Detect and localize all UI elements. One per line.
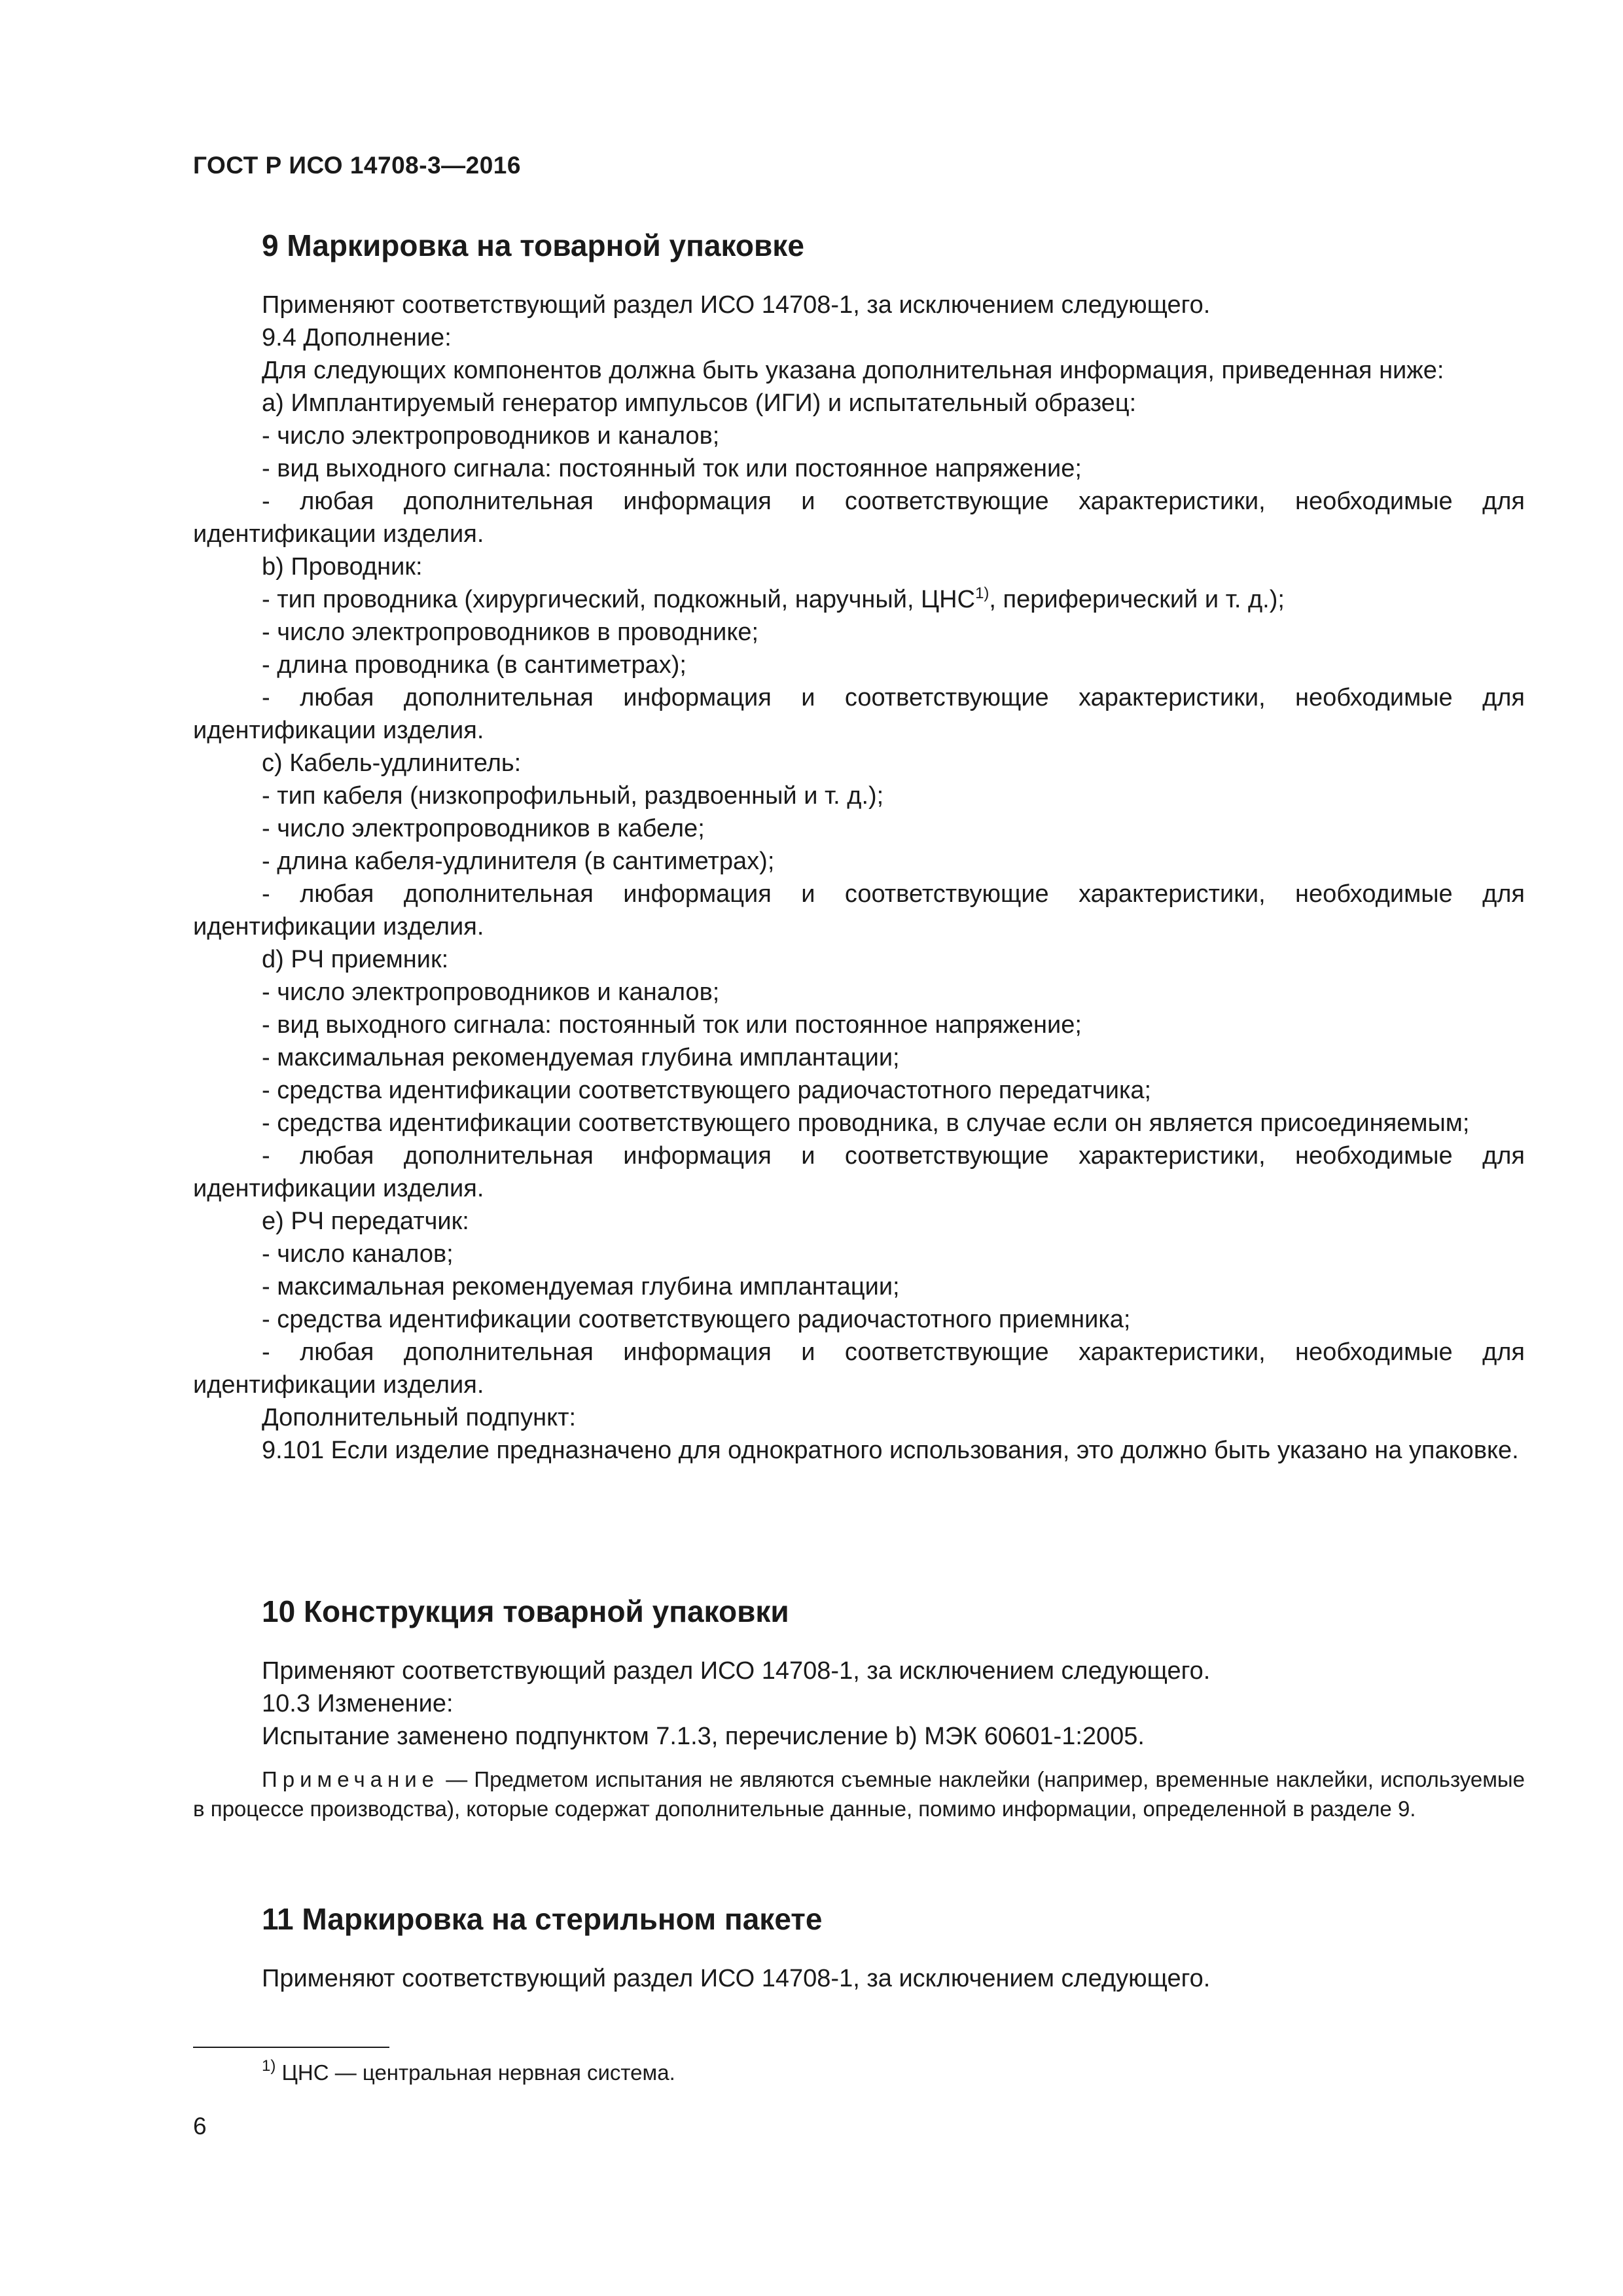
item-c-line-1: - тип кабеля (низкопрофильный, раздвоенный и т. д.); (262, 782, 884, 810)
page-number: 6 (193, 2113, 207, 2140)
section-10-change-label: 10.3 Изменение: (262, 1690, 454, 1717)
section-10-note (193, 1765, 1525, 1823)
section-9-intro: Применяют соответствующий раздел ИСО 14708-1, за исключением следующего. (262, 291, 1211, 319)
item-b-line-1: - число электропроводников в проводнике; (262, 619, 759, 646)
footnote-divider (193, 2047, 389, 2048)
note-text: — Предметом испытания не являются съемные наклейки (например, временные наклейки, используемые в процессе производства), которые содержат дополнительные данные, помимо информации, определенной в разделе 9. (193, 1767, 1525, 1821)
item-c-line-4: - любая дополнительная информация и соответствующие характеристики, необходимые для идентификации изделия. (193, 880, 1525, 941)
footnote-text: ЦНС — центральная нервная система. (276, 2060, 675, 2085)
extra-subclause-label: Дополнительный подпункт: (262, 1404, 577, 1431)
section-11 (193, 1899, 1525, 1995)
item-e-line-4: - любая дополнительная информация и соответствующие характеристики, необходимые для идентификации изделия. (193, 1338, 1525, 1399)
item-d-line-5: - средства идентификации соответствующего проводника, в случае если он является присоединяемым; (262, 1109, 1470, 1137)
item-d-line-6: - любая дополнительная информация и соответствующие характеристики, необходимые для идентификации изделия. (193, 1142, 1525, 1202)
section-10-intro: Применяют соответствующий раздел ИСО 14708-1, за исключением следующего. (262, 1657, 1211, 1685)
document-code-header: ГОСТ Р ИСО 14708-3—2016 (193, 152, 521, 179)
item-d-line-1: - число электропроводников и каналов; (262, 978, 720, 1006)
item-d-title: d) РЧ приемник: (262, 946, 449, 973)
item-b-title: b) Проводник: (262, 553, 423, 581)
item-c-line-2: - число электропроводников в кабеле; (262, 815, 705, 842)
item-e-title: e) РЧ передатчик: (262, 1208, 469, 1235)
item-a-line-1: - число электропроводников и каналов; (262, 422, 720, 450)
item-a-line-2: - вид выходного сигнала: постоянный ток или постоянное напряжение; (262, 455, 1082, 482)
footnote (262, 2058, 675, 2087)
section-9-addition-text: Для следующих компонентов должна быть указана дополнительная информация, приведенная ниже: (262, 357, 1444, 384)
item-d-line-4: - средства идентификации соответствующего радиочастотного передатчика; (262, 1077, 1152, 1104)
item-e-line-2: - максимальная рекомендуемая глубина имплантации; (262, 1273, 900, 1300)
note-label: Примечание (262, 1767, 440, 1791)
section-9 (193, 226, 1525, 1467)
section-11-intro: Применяют соответствующий раздел ИСО 14708-1, за исключением следующего. (262, 1965, 1211, 1992)
footnote-mark: 1) (262, 2057, 276, 2075)
item-b-line-3: - любая дополнительная информация и соответствующие характеристики, необходимые для идентификации изделия. (193, 684, 1525, 744)
section-11-title: 11 Маркировка на стерильном пакете (262, 1902, 823, 1936)
item-c-title: c) Кабель-удлинитель: (262, 749, 522, 777)
item-a-title: a) Имплантируемый генератор импульсов (ИГИ) и испытательный образец: (262, 389, 1137, 417)
item-b-type-text: - тип проводника (хирургический, подкожный, наручный, ЦНС (262, 586, 976, 613)
item-e-line-1: - число каналов; (262, 1240, 454, 1268)
item-e-line-3: - средства идентификации соответствующего радиочастотного приемника; (262, 1306, 1131, 1333)
footnote-ref: 1) (975, 584, 990, 602)
item-d-line-2: - вид выходного сигнала: постоянный ток или постоянное напряжение; (262, 1011, 1082, 1039)
section-9-title: 9 Маркировка на товарной упаковке (262, 228, 804, 262)
section-10-title: 10 Конструкция товарной упаковки (262, 1594, 789, 1628)
item-b-line-2: - длина проводника (в сантиметрах); (262, 651, 687, 679)
section-9-addition-label: 9.4 Дополнение: (262, 324, 452, 351)
item-a-line-3: - любая дополнительная информация и соответствующие характеристики, необходимые для идентификации изделия. (193, 488, 1525, 548)
extra-subclause-text: 9.101 Если изделие предназначено для однократного использования, это должно быть указано на упаковке. (262, 1437, 1519, 1464)
item-b-line-type (193, 583, 1525, 616)
item-b-type-text-end: , периферический и т. д.); (989, 586, 1285, 613)
section-10-change-text: Испытание заменено подпунктом 7.1.3, перечисление b) МЭК 60601-1:2005. (262, 1723, 1145, 1750)
section-10 (193, 1592, 1525, 1823)
item-c-line-3: - длина кабеля-удлинителя (в сантиметрах); (262, 848, 775, 875)
item-d-line-3: - максимальная рекомендуемая глубина имплантации; (262, 1044, 900, 1071)
